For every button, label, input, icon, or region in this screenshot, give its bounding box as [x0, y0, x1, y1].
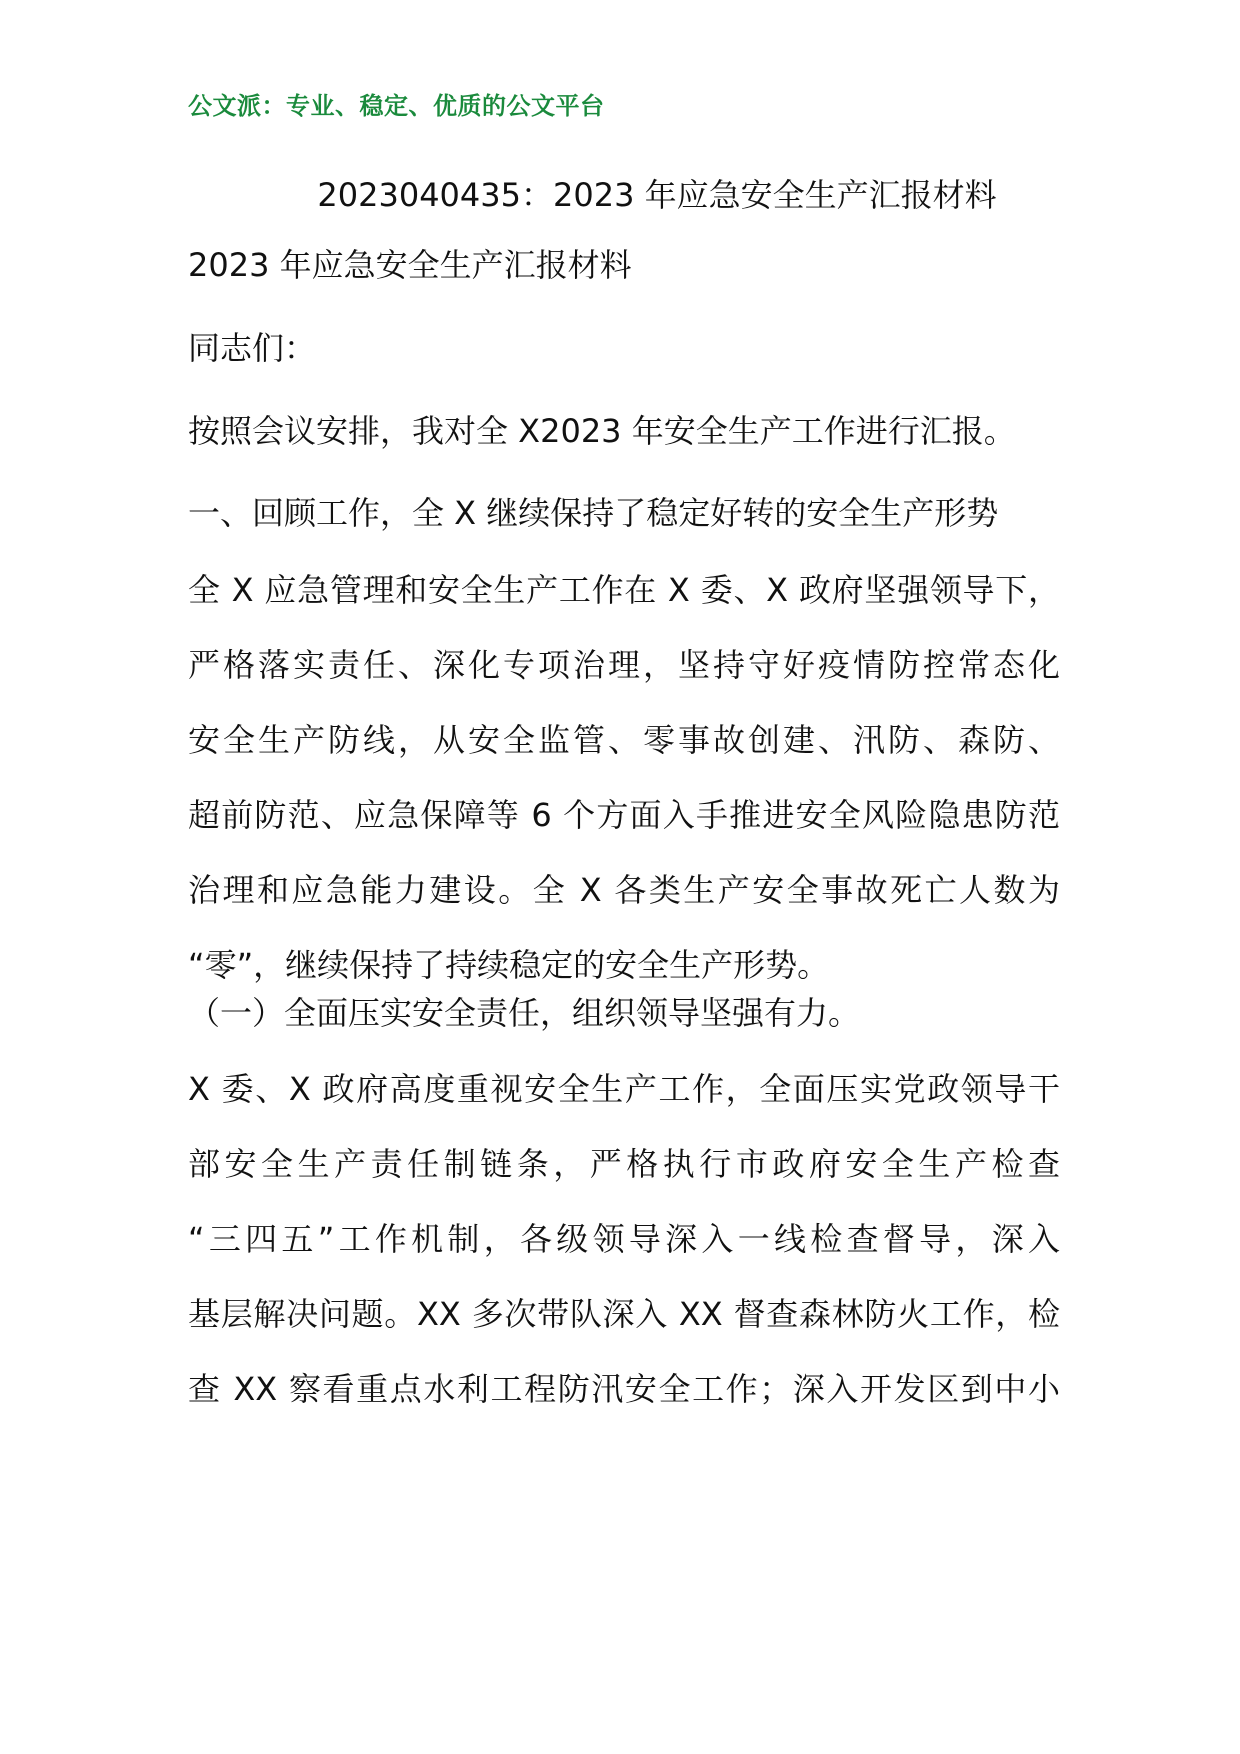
paragraph-line: “三四五”工作机制，各级领导深入一线检查督导，深入 [188, 1220, 1060, 1258]
paragraph-line: 全 X 应急管理和安全生产工作在 X 委、X 政府坚强领导下， [188, 571, 1060, 609]
paragraph-line: 治理和应急能力建设。全 X 各类生产安全事故死亡人数为 [188, 871, 1060, 909]
paragraph-line: 查 XX 察看重点水利工程防汛安全工作；深入开发区到中小 [188, 1370, 1060, 1408]
paragraph-line: X 委、X 政府高度重视安全生产工作，全面压实党政领导干 [188, 1070, 1060, 1108]
salutation: 同志们： [188, 329, 317, 367]
paragraph-line: 严格落实责任、深化专项治理，坚持守好疫情防控常态化 [188, 646, 1060, 684]
paragraph-line: 安全生产防线，从安全监管、零事故创建、汛防、森防、 [188, 721, 1060, 759]
document-title: 2023040435：2023 年应急安全生产汇报材料 [317, 176, 997, 214]
paragraph-line: 部安全生产责任制链条，严格执行市政府安全生产检查 [188, 1145, 1060, 1183]
subsection-1-paragraph [188, 1052, 1060, 1427]
section-1-paragraph [188, 553, 1060, 1003]
subsection-1-heading: （一）全面压实安全责任，组织领导坚强有力。 [188, 994, 861, 1032]
intro-paragraph: 按照会议安排，我对全 X2023 年安全生产工作进行汇报。 [188, 412, 1016, 450]
paragraph-line: 超前防范、应急保障等 6 个方面入手推进安全风险隐患防范 [188, 796, 1060, 834]
brand-header: 公文派：专业、稳定、优质的公文平台 [188, 92, 605, 120]
paragraph-line: 基层解决问题。XX 多次带队深入 XX 督查森林防火工作，检 [188, 1295, 1060, 1333]
paragraph-line: “零”，继续保持了持续稳定的安全生产形势。 [188, 946, 830, 984]
document-subtitle: 2023 年应急安全生产汇报材料 [188, 246, 632, 284]
section-1-heading: 一、回顾工作，全 X 继续保持了稳定好转的安全生产形势 [188, 494, 999, 532]
